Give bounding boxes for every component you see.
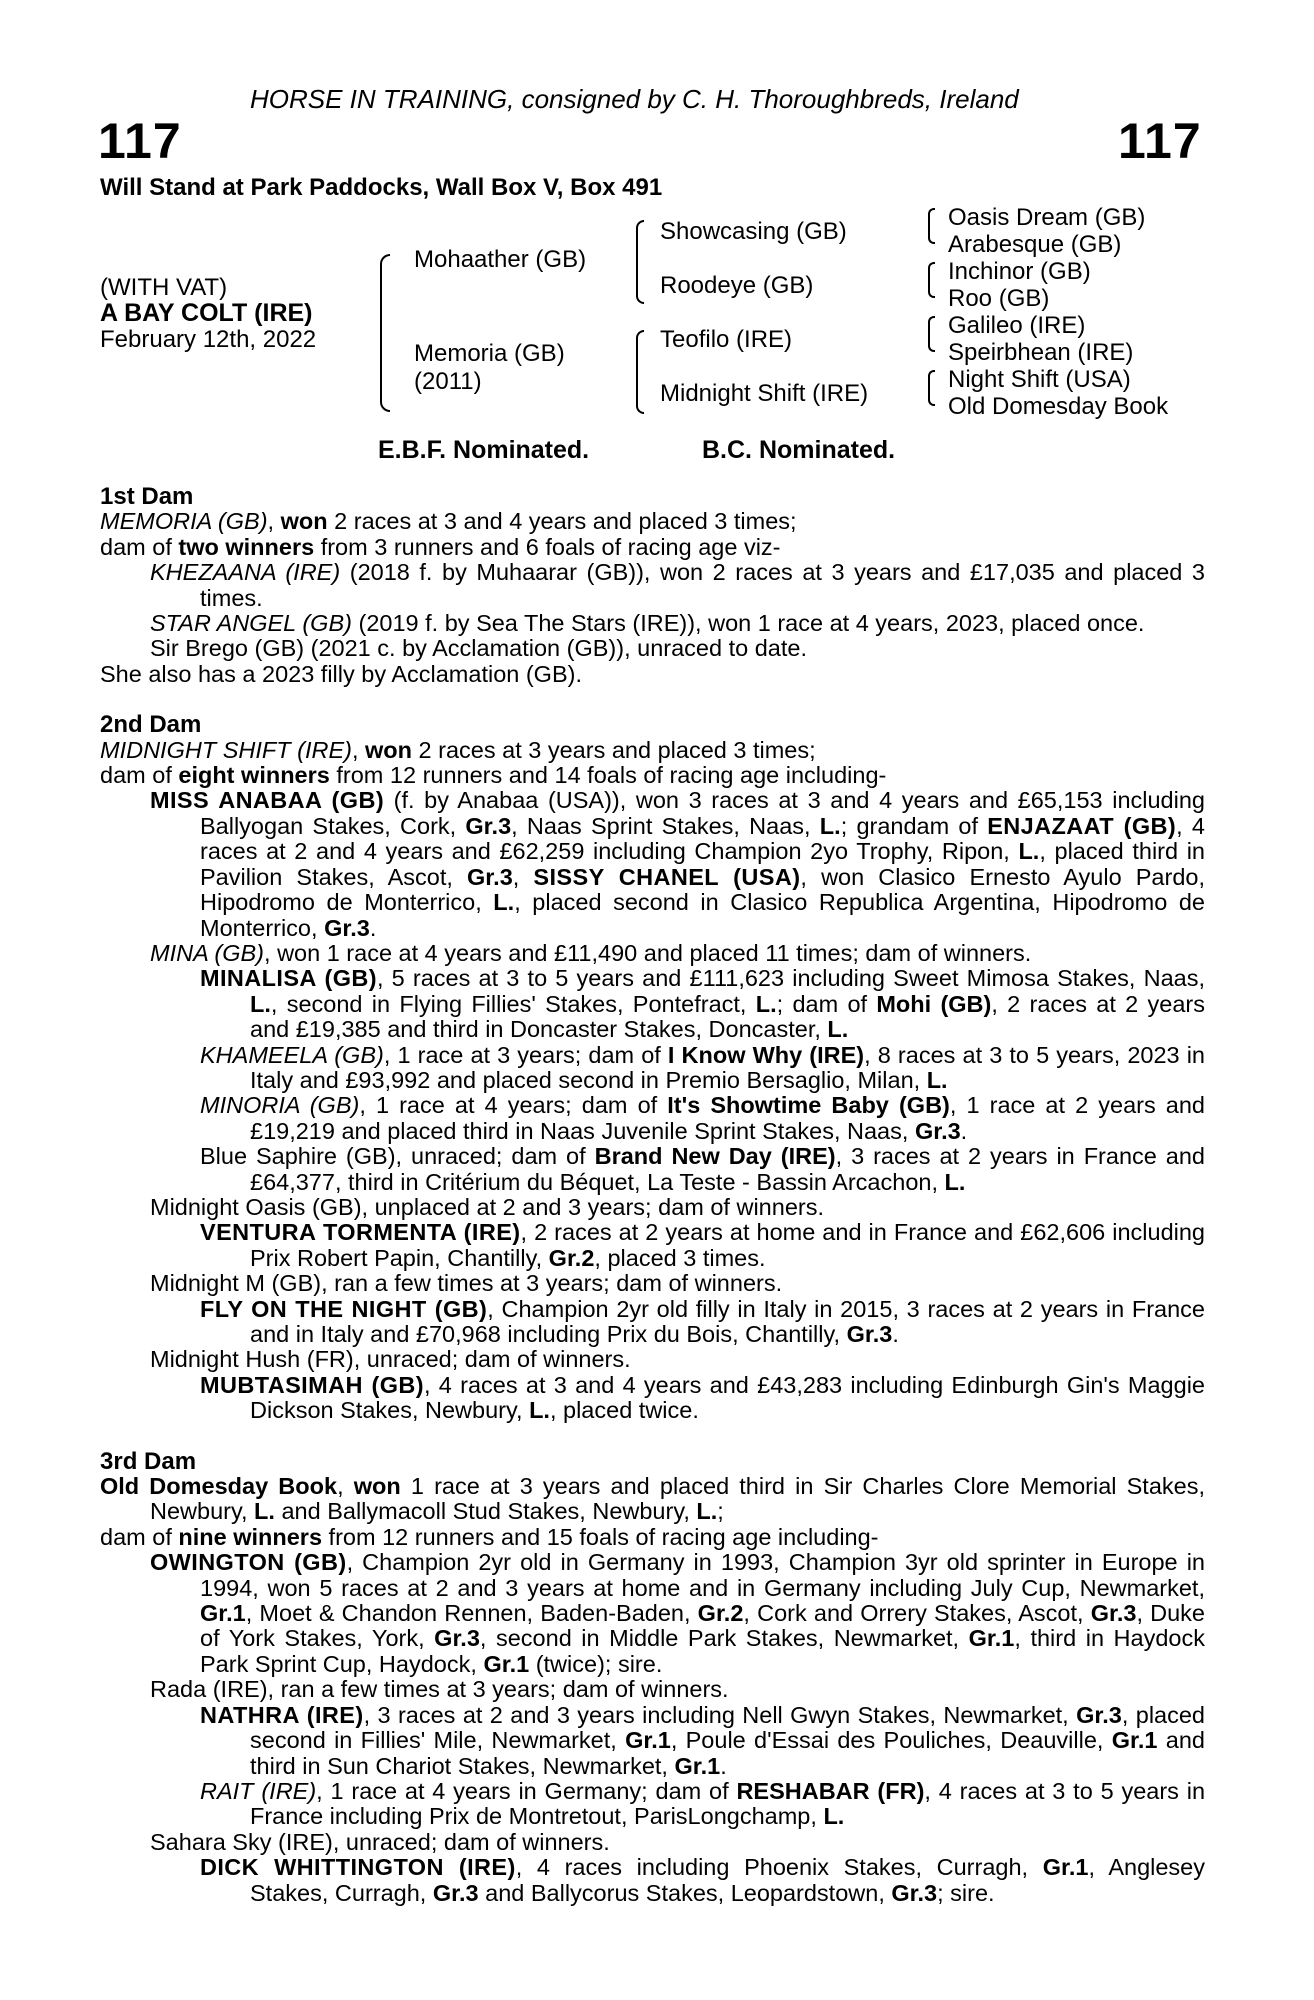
gen3-brace-4 <box>928 370 935 406</box>
owington-entry: OWINGTON (GB), Champion 2yr old in Germany in 1993, Champion 3yr old sprinter in Europe in 1994, won 5 races at 2 and 3 years at home and in Germany including July Cup, Newmarket, Gr.1, Moet & Chandon Rennen, Baden-Baden, Gr.2, Cork and Orrery Stakes, Ascot, Gr.3, Duke of York Stakes, York, Gr.3, second in Middle Park Stakes, Newmarket, Gr.1, third in Haydock Park Sprint Cup, Haydock, Gr.1 (twice); sire. <box>150 1549 1205 1677</box>
sahara-sky-entry: Sahara Sky (IRE), unraced; dam of winners. <box>150 1828 610 1855</box>
gen2-brace-sire <box>636 220 644 304</box>
stabling-location: Will Stand at Park Paddocks, Wall Box V, Box 491 <box>100 174 663 201</box>
gen3-night-shift: Night Shift (USA) <box>948 366 1131 393</box>
gen3-inchinor: Inchinor (GB) <box>948 258 1091 285</box>
vat-note: (WITH VAT) <box>100 274 228 301</box>
memoria-record: MEMORIA (GB), won 2 races at 3 and 4 years and placed 3 times; <box>100 508 797 535</box>
minoria-entry: MINORIA (GB), 1 race at 4 years; dam of It's Showtime Baby (GB), 1 race at 2 years and £19,219 and placed third in Naas Juvenile Sprint Stakes, Naas, Gr.3. <box>200 1092 1205 1144</box>
foaling-date: February 12th, 2022 <box>100 326 317 353</box>
nathra-entry: NATHRA (IRE), 3 races at 2 and 3 years including Nell Gwyn Stakes, Newmarket, Gr.3, placed second in Fillies' Mile, Newmarket, Gr.1, Poule d'Essai des Pouliches, Deauville, Gr.1 and third in Sun Chariot Stakes, Newmarket, Gr.1. <box>200 1701 1206 1779</box>
gen3-brace-2 <box>928 262 935 298</box>
third-dam-title: 3rd Dam <box>100 1447 197 1475</box>
mina-entry: MINA (GB), won 1 race at 4 years and £11,490 and placed 11 times; dam of winners. <box>150 939 1032 966</box>
ventura-tormenta-entry: VENTURA TORMENTA (IRE), 2 races at 2 years at home and in France and £62,606 including Prix Robert Papin, Chantilly, Gr.2, placed 3 times. <box>200 1219 1206 1271</box>
khameela-entry: KHAMEELA (GB), 1 race at 3 years; dam of I Know Why (IRE), 8 races at 3 to 5 years, 2023 in Italy and £93,992 and placed second in Premio Bersaglio, Milan, L. <box>200 1041 1205 1093</box>
star-angel-entry: STAR ANGEL (GB) (2019 f. by Sea The Stars (IRE)), won 1 race at 4 years, 2023, placed once. <box>150 610 1145 637</box>
gen2-dam-sire: Teofilo (IRE) <box>660 326 793 353</box>
midnight-hush-entry: Midnight Hush (FR), unraced; dam of winners. <box>150 1346 631 1373</box>
minalisa-entry: MINALISA (GB), 5 races at 3 to 5 years and £111,623 including Sweet Mimosa Stakes, Naas, L., second in Flying Fillies' Stakes, Pontefract, L.; dam of Mohi (GB), 2 races at 2 years and £19,385 and third in Doncaster Stakes, Doncaster, L. <box>200 965 1205 1043</box>
horse-name: A BAY COLT (IRE) <box>100 299 313 327</box>
dam-name: Memoria (GB) <box>414 340 565 367</box>
lot-number-right: 117 <box>1118 113 1202 169</box>
gen3-brace-3 <box>928 316 935 352</box>
rada-entry: Rada (IRE), ran a few times at 3 years; dam of winners. <box>150 1676 729 1703</box>
sire-name: Mohaather (GB) <box>414 246 587 273</box>
gen3-galileo: Galileo (IRE) <box>948 312 1086 339</box>
midnight-shift-record: MIDNIGHT SHIFT (IRE), won 2 races at 3 years and placed 3 times; <box>100 736 816 763</box>
mubtasimah-entry: MUBTASIMAH (GB), 4 races at 3 and 4 years and £43,283 including Edinburgh Gin's Maggie Dickson Stakes, Newbury, L., placed twice. <box>200 1371 1205 1424</box>
sir-brego-entry: Sir Brego (GB) (2021 c. by Acclamation (GB)), unraced to date. <box>150 635 807 662</box>
produce-record <box>100 484 1205 1906</box>
second-dam-title: 2nd Dam <box>100 711 202 739</box>
old-domesday-book-produce-summary: dam of nine winners from 12 runners and 15 foals of racing age including- <box>100 1523 879 1550</box>
lot-number-left: 117 <box>98 113 182 169</box>
catalogue-header: HORSE IN TRAINING, consigned by C. H. Thoroughbreds, Ireland <box>250 84 1019 114</box>
dam-year: (2011) <box>414 368 482 395</box>
gen3-roo: Roo (GB) <box>948 285 1050 312</box>
first-dam-title: 1st Dam <box>100 483 194 510</box>
filly-2023-note: She also has a 2023 filly by Acclamation (GB). <box>100 660 582 687</box>
gen3-speirbhean: Speirbhean (IRE) <box>948 339 1134 366</box>
gen2-dam-dam: Midnight Shift (IRE) <box>660 380 869 407</box>
gen3-old-domesday-book: Old Domesday Book <box>948 393 1169 420</box>
gen3-brace-1 <box>928 208 935 244</box>
rait-entry: RAIT (IRE), 1 race at 4 years in Germany; dam of RESHABAR (FR), 4 races at 3 to 5 years in France including Prix de Montretout, ParisLongchamp, L. <box>200 1777 1206 1830</box>
dick-whittington-entry: DICK WHITTINGTON (IRE), 4 races including Phoenix Stakes, Curragh, Gr.1, Anglesey Stakes, Curragh, Gr.3 and Ballycorus Stakes, Leopardstown, Gr.3; sire. <box>200 1854 1205 1906</box>
midnight-m-entry: Midnight M (GB), ran a few times at 3 years; dam of winners. <box>150 1270 783 1297</box>
miss-anabaa-entry: MISS ANABAA (GB) (f. by Anabaa (USA)), won 3 races at 3 and 4 years and £65,153 including Ballyogan Stakes, Cork, Gr.3, Naas Sprint Stakes, Naas, L.; grandam of ENJAZAAT (GB), 4 races at 2 and 4 years and £62,259 including Champion 2yo Trophy, Ripon, L., placed third in Pavilion Stakes, Ascot, Gr.3, SISSY CHANEL (USA), won Clasico Ernesto Ayulo Pardo, Hipodromo de Monterrico, L., placed second in Clasico Republica Argentina, Hipodromo de Monterrico, Gr.3. <box>150 787 1205 941</box>
bc-nominated: B.C. Nominated. <box>702 436 896 464</box>
midnight-oasis-entry: Midnight Oasis (GB), unplaced at 2 and 3 years; dam of winners. <box>150 1193 824 1220</box>
fly-on-the-night-entry: FLY ON THE NIGHT (GB), Champion 2yr old filly in Italy in 2015, 3 races at 2 years in France and in Italy and £70,968 including Prix du Bois, Chantilly, Gr.3. <box>200 1295 1205 1347</box>
gen3-oasis-dream: Oasis Dream (GB) <box>948 204 1146 231</box>
gen1-brace <box>380 254 390 412</box>
khezaana-entry: KHEZAANA (IRE) (2018 f. by Muhaarar (GB)), won 2 races at 3 years and £17,035 and placed 3 times. <box>150 559 1205 611</box>
gen3-arabesque: Arabesque (GB) <box>948 231 1122 258</box>
old-domesday-book-record: Old Domesday Book, won 1 race at 3 years and placed third in Sir Charles Clore Memorial Stakes, Newbury, L. and Ballymacoll Stud Stakes, Newbury, L.; <box>100 1473 1205 1525</box>
memoria-produce-summary: dam of two winners from 3 runners and 6 foals of racing age viz- <box>100 533 781 560</box>
gen2-sire-sire: Showcasing (GB) <box>660 218 847 245</box>
blue-saphire-entry: Blue Saphire (GB), unraced; dam of Brand New Day (IRE), 3 races at 2 years in France and £64,377, third in Critérium du Béquet, La Teste - Bassin Arcachon, L. <box>200 1143 1205 1195</box>
ebf-nominated: E.B.F. Nominated. <box>378 436 590 464</box>
gen2-brace-dam <box>636 330 644 414</box>
midnight-shift-produce-summary: dam of eight winners from 12 runners and 14 foals of racing age including- <box>100 762 887 789</box>
gen2-sire-dam: Roodeye (GB) <box>660 272 814 299</box>
